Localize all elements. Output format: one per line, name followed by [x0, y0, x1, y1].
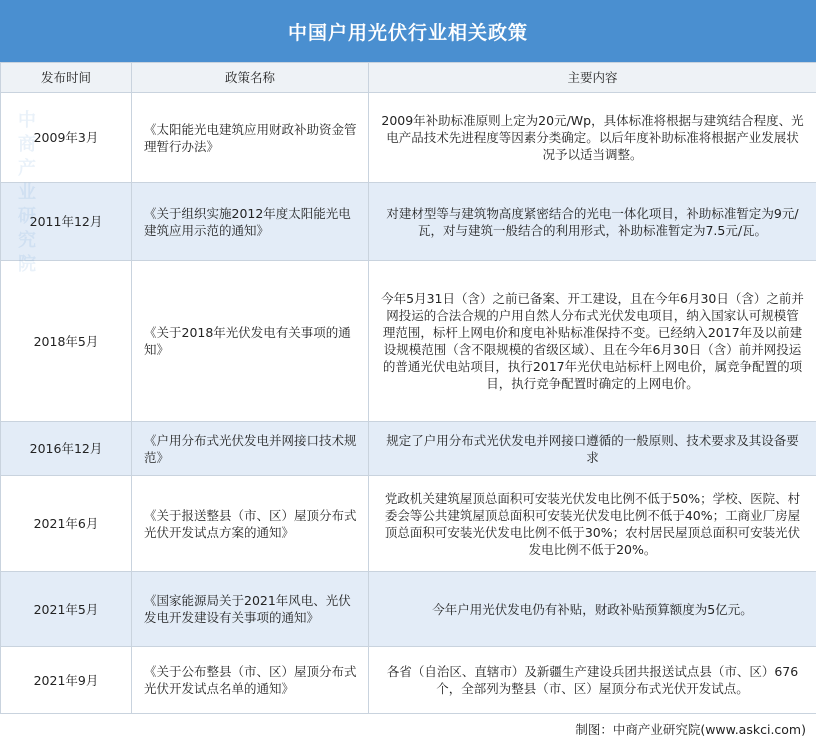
row-date: 2009年3月: [1, 93, 132, 183]
table-title: 中国户用光伏行业相关政策: [0, 0, 816, 62]
row-date: 2016年12月: [1, 422, 132, 476]
row-content: 2009年补助标准原则上定为20元/Wp，具体标准将根据与建筑结合程度、光电产品技术先进程度等因素分类确定。以后年度补助标准将根据产业发展状况予以适当调整。: [369, 93, 816, 183]
row-content: 今年户用光伏发电仍有补贴，财政补贴预算额度为5亿元。: [369, 572, 816, 647]
row-policy-name: 《关于2018年光伏发电有关事项的通知》: [132, 261, 369, 422]
row-policy-name: 《户用分布式光伏发电并网接口技术规范》: [132, 422, 369, 476]
table-row: [1, 572, 816, 647]
row-date: 2021年6月: [1, 476, 132, 572]
source-credit: 制图：中商产业研究院(www.askci.com): [575, 722, 806, 737]
header-name: 政策名称: [132, 63, 369, 93]
table-header-row: [1, 63, 816, 93]
row-date: 2018年5月: [1, 261, 132, 422]
table-row: [1, 647, 816, 714]
row-policy-name: 《关于组织实施2012年度太阳能光电建筑应用示范的通知》: [132, 183, 369, 261]
row-date: 2011年12月: [1, 183, 132, 261]
row-content: 各省（自治区、直辖市）及新疆生产建设兵团共报送试点县（市、区）676个，全部列为整县（市、区）屋顶分布式光伏开发试点。: [369, 647, 816, 714]
row-content: 党政机关建筑屋顶总面积可安装光伏发电比例不低于50%；学校、医院、村委会等公共建筑屋顶总面积可安装光伏发电比例不低于40%；工商业厂房屋顶总面积可安装光伏发电比例不低于30%；农村居民屋顶总面积可安装光伏发电比例不低于20%。: [369, 476, 816, 572]
table-row: [1, 261, 816, 422]
header-content: 主要内容: [369, 63, 816, 93]
row-content: 规定了户用分布式光伏发电并网接口遵循的一般原则、技术要求及其设备要求: [369, 422, 816, 476]
table-row: [1, 476, 816, 572]
row-policy-name: 《关于报送整县（市、区）屋顶分布式光伏开发试点方案的通知》: [132, 476, 369, 572]
row-date: 2021年9月: [1, 647, 132, 714]
table-row: [1, 93, 816, 183]
policy-table: [0, 62, 816, 714]
row-policy-name: 《国家能源局关于2021年风电、光伏发电开发建设有关事项的通知》: [132, 572, 369, 647]
row-policy-name: 《关于公布整县（市、区）屋顶分布式光伏开发试点名单的通知》: [132, 647, 369, 714]
row-policy-name: 《太阳能光电建筑应用财政补助资金管理暂行办法》: [132, 93, 369, 183]
table-row: [1, 422, 816, 476]
row-content: 对建材型等与建筑物高度紧密结合的光电一体化项目，补助标准暂定为9元/瓦，对与建筑一般结合的利用形式，补助标准暂定为7.5元/瓦。: [369, 183, 816, 261]
header-date: 发布时间: [1, 63, 132, 93]
row-date: 2021年5月: [1, 572, 132, 647]
table-row: [1, 183, 816, 261]
row-content: 今年5月31日（含）之前已备案、开工建设，且在今年6月30日（含）之前并网投运的合法合规的户用自然人分布式光伏发电项目，纳入国家认可规模管理范围，标杆上网电价和度电补贴标准保持不变。已经纳入2017年及以前建设规模范围（含不限规模的省级区域）、且在今年6月30日（含）前并网投运的普通光伏电站项目，执行2017年光伏电站标杆上网电价，属竞争配置的项目，执行竞争配置时确定的上网电价。: [369, 261, 816, 422]
